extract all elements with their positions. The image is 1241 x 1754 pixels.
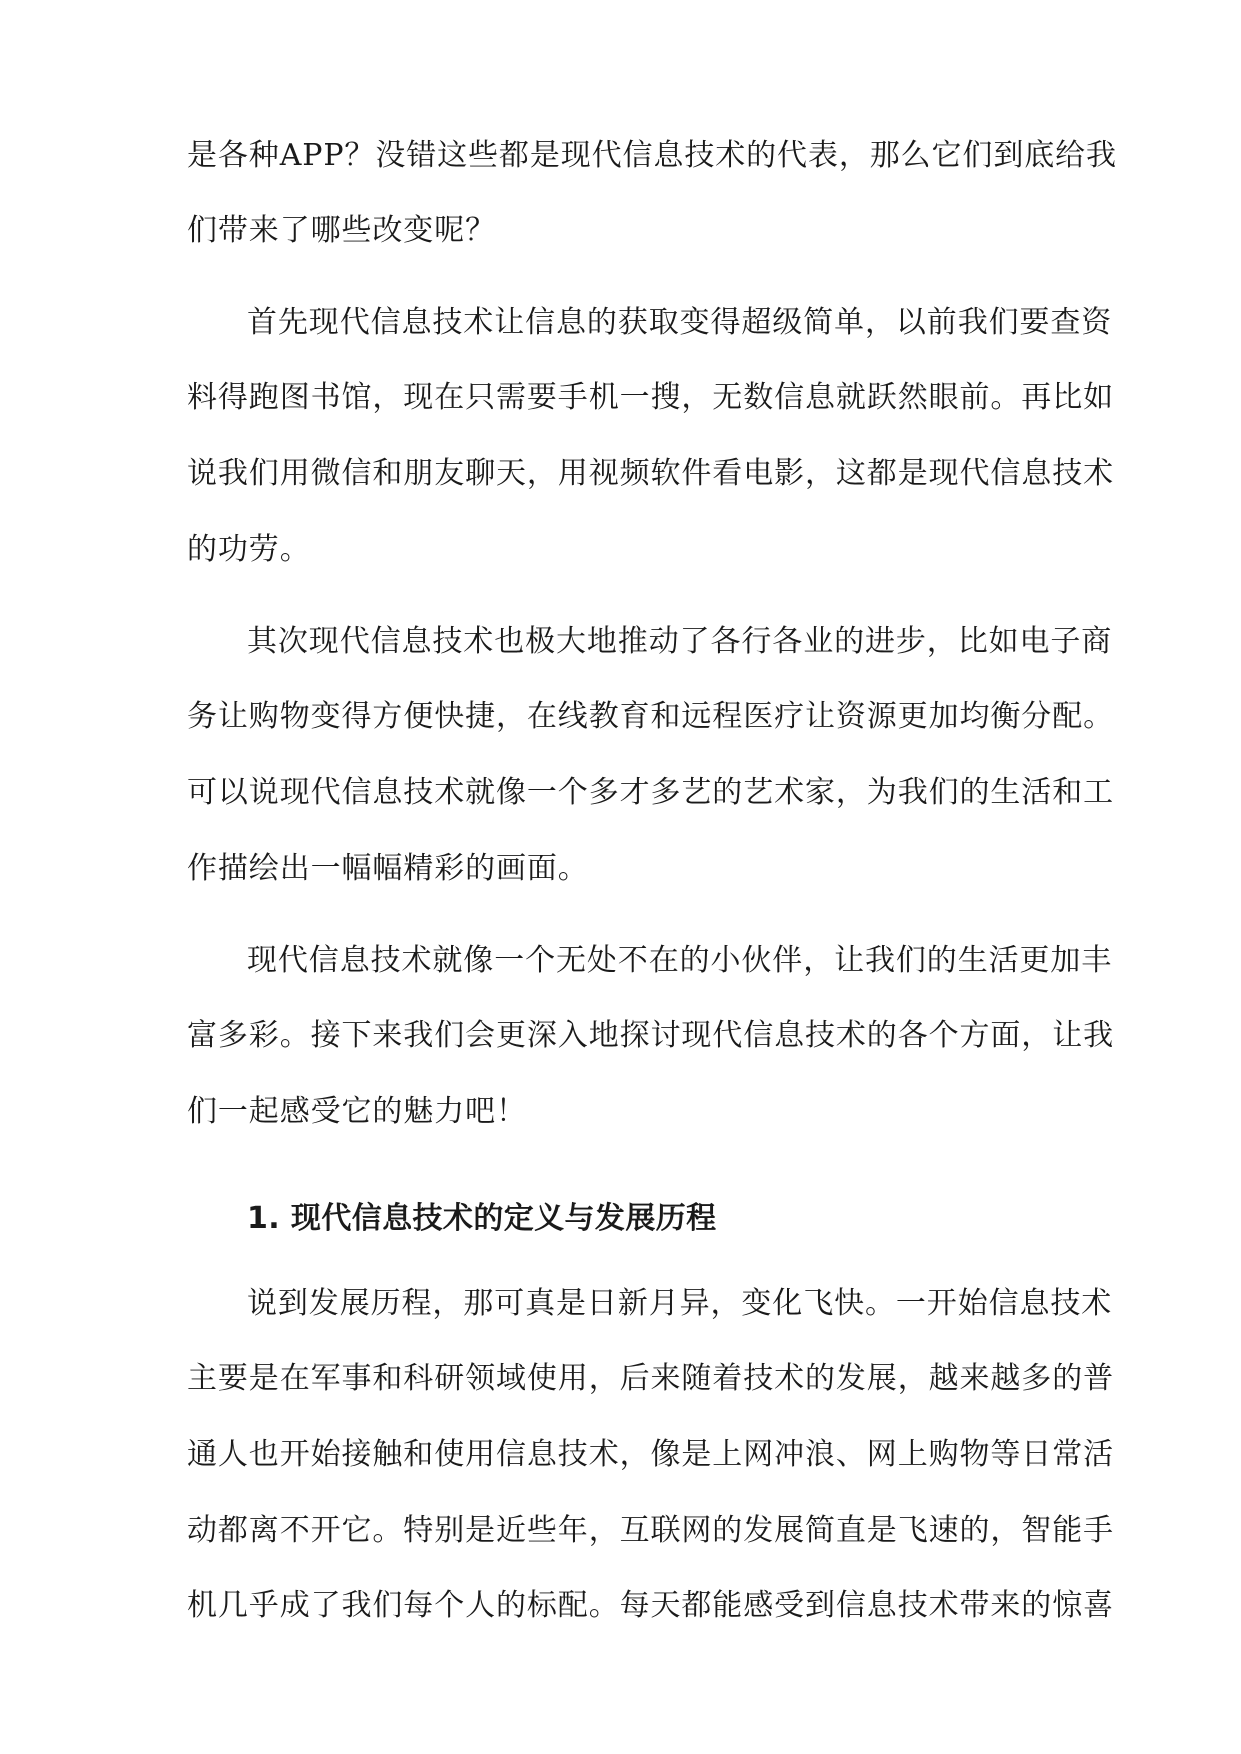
text-line: 通人也开始接触和使用信息技术，像是上网冲浪、网上购物等日常活 xyxy=(187,1437,1114,1472)
text-line: 是各种APP？没错这些都是现代信息技术的代表，那么它们到底给我 xyxy=(187,138,1117,173)
text-line: 动都离不开它。特别是近些年，互联网的发展简直是飞速的，智能手 xyxy=(187,1513,1114,1548)
text-line: 料得跑图书馆，现在只需要手机一搜，无数信息就跃然眼前。再比如 xyxy=(187,380,1114,415)
text-line: 们带来了哪些改变呢？ xyxy=(187,213,496,248)
text-line: 说我们用微信和朋友聊天，用视频软件看电影，这都是现代信息技术 xyxy=(187,456,1114,491)
text-line: 可以说现代信息技术就像一个多才多艺的艺术家，为我们的生活和工 xyxy=(187,775,1114,810)
text-line: 首先现代信息技术让信息的获取变得超级简单，以前我们要查资 xyxy=(247,305,1113,340)
text-line: 作描绘出一幅幅精彩的画面。 xyxy=(187,851,589,886)
text-line: 富多彩。接下来我们会更深入地探讨现代信息技术的各个方面，让我 xyxy=(187,1018,1114,1053)
text-line: 务让购物变得方便快捷，在线教育和远程医疗让资源更加均衡分配。 xyxy=(187,699,1114,734)
text-line: 们一起感受它的魅力吧！ xyxy=(187,1094,527,1129)
section-heading: 1. 现代信息技术的定义与发展历程 xyxy=(247,1201,717,1236)
text-line: 主要是在军事和科研领域使用，后来随着技术的发展，越来越多的普 xyxy=(187,1361,1114,1396)
text-line: 现代信息技术就像一个无处不在的小伙伴，让我们的生活更加丰 xyxy=(247,943,1113,978)
text-line: 的功劳。 xyxy=(187,532,311,567)
text-line: 机几乎成了我们每个人的标配。每天都能感受到信息技术带来的惊喜 xyxy=(187,1588,1114,1623)
text-line: 其次现代信息技术也极大地推动了各行各业的进步，比如电子商 xyxy=(247,624,1113,659)
text-line: 说到发展历程，那可真是日新月异，变化飞快。一开始信息技术 xyxy=(247,1286,1113,1321)
